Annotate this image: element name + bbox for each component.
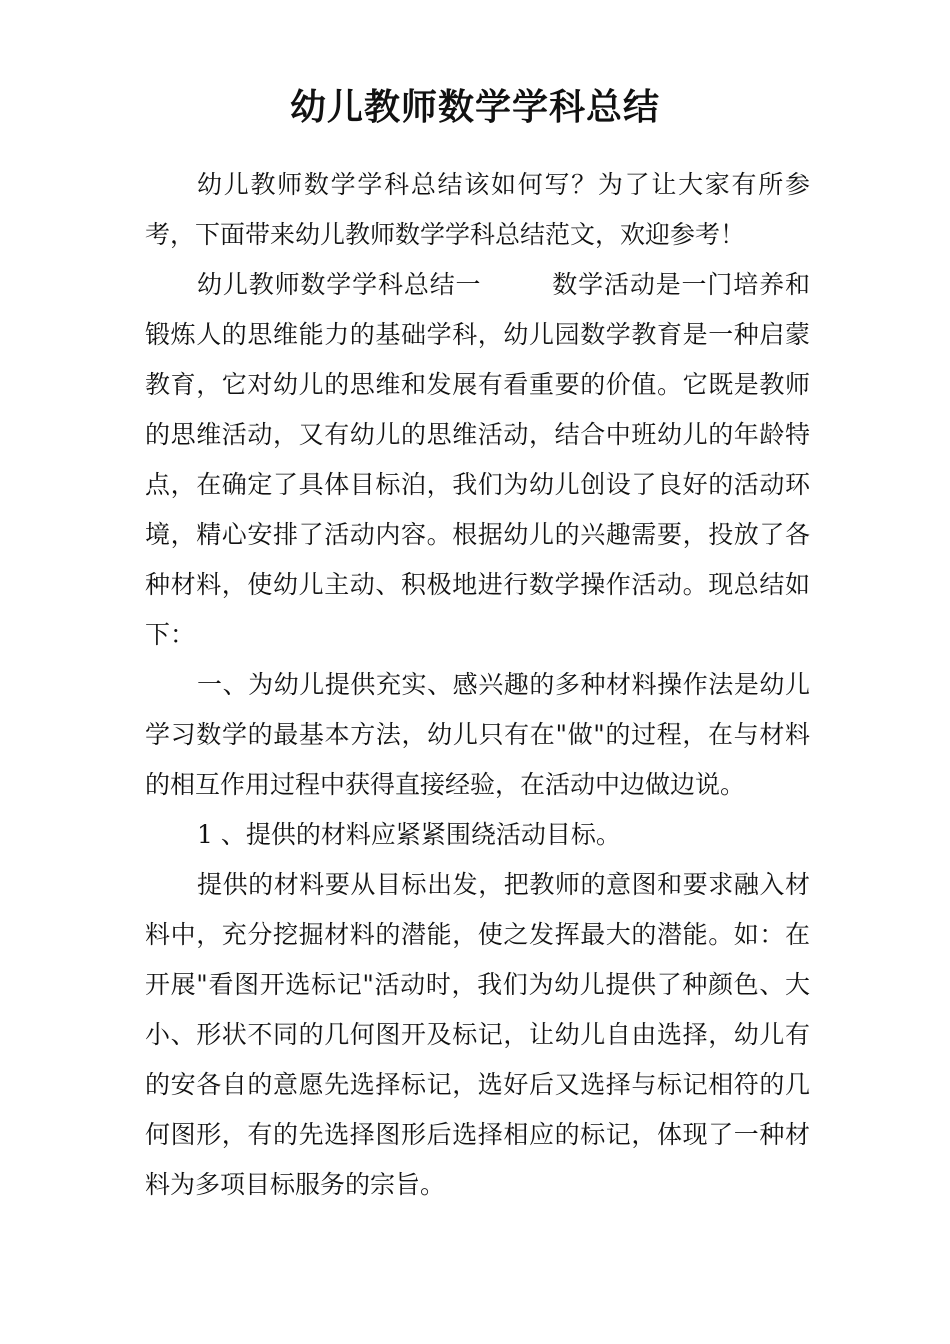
document-body [145,160,810,1210]
subpoint-heading: 1 、提供的材料应紧紧围绕活动目标。 [197,820,621,849]
section-paragraph [145,260,810,660]
subpoint-paragraph: 提供的材料要从目标出发，把教师的意图和要求融入材料中，充分挖掘材料的潜能，使之发挥最大的潜能。如：在开展"看图开选标记"活动时，我们为幼儿提供了种颜色、大小、形状不同的几何图开及标记，让幼儿自由选择，幼儿有的安各自的意愿先选择标记，选好后又选择与标记相符的几何图形，有的先选择图形后选择相应的标记，体现了一种材料为多项目标服务的宗旨。 [145,870,810,1199]
section-heading: 幼儿教师数学学科总结一 [197,270,482,299]
section-body-text: 数学活动是一门培养和锻炼人的思维能力的基础学科，幼儿园数学教育是一种启蒙教育，它对幼儿的思维和发展有看重要的价值。它既是教师的思维活动，又有幼儿的思维活动，结合中班幼儿的年龄特点，在确定了具体目标泊，我们为幼儿创设了良好的活动环境，精心安排了活动内容。根据幼儿的兴趣需要，投放了各种材料，使幼儿主动、积极地进行数学操作活动。现总结如下： [145,270,810,649]
document-title: 幼儿教师数学学科总结 [289,86,660,128]
point-one-paragraph: 一、为幼儿提供充实、感兴趣的多种材料操作法是幼儿学习数学的最基本方法，幼儿只有在"做"的过程，在与材料的相互作用过程中获得直接经验，在活动中边做边说。 [145,670,810,799]
intro-paragraph: 幼儿教师数学学科总结该如何写？为了让大家有所参考，下面带来幼儿教师数学学科总结范文，欢迎参考！ [145,170,810,249]
